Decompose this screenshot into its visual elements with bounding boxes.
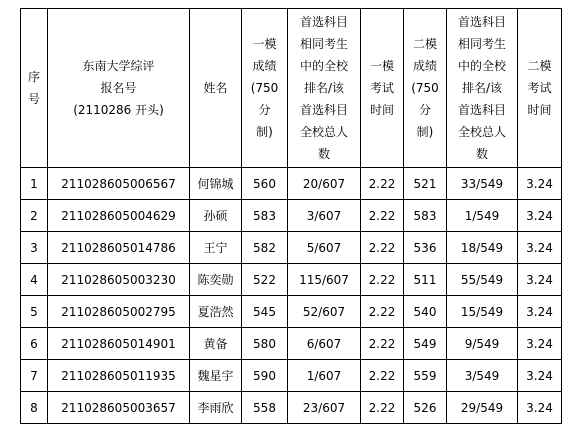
header-line: 排名/该 <box>303 81 345 95</box>
header-line: 分 <box>258 103 271 117</box>
mock1-rank-cell: 6/607 <box>288 328 361 360</box>
row-seq-cell: 1 <box>21 168 48 200</box>
mock1-rank-cell: 5/607 <box>288 232 361 264</box>
row-seq-cell: 4 <box>21 264 48 296</box>
header-line: 姓名 <box>203 81 228 95</box>
header-line: 数 <box>317 147 330 161</box>
header-line: 首选科目 <box>457 103 506 117</box>
mock2-time-cell: 3.24 <box>518 232 562 264</box>
reg-id-cell: 211028605006567 <box>48 168 190 200</box>
header-mock1-score <box>242 9 288 168</box>
reg-id-cell: 211028605003657 <box>48 392 190 424</box>
header-line: 相同考生 <box>299 37 348 51</box>
header-mock2-time <box>518 9 562 168</box>
header-line: 中的全校 <box>299 59 348 73</box>
row-seq-cell: 3 <box>21 232 48 264</box>
header-mock2-score <box>404 9 447 168</box>
header-line: 全校总人 <box>457 125 506 139</box>
reg-id-cell: 211028605004629 <box>48 200 190 232</box>
header-name <box>190 9 242 168</box>
mock1-rank-cell: 1/607 <box>288 360 361 392</box>
student-name-cell: 夏浩然 <box>190 296 242 328</box>
header-line: 中的全校 <box>457 59 506 73</box>
header-line: 二模 <box>527 59 552 73</box>
mock2-rank-cell: 9/549 <box>447 328 518 360</box>
header-line: 制) <box>256 125 273 139</box>
mock2-score-cell: 540 <box>404 296 447 328</box>
header-line: 制) <box>416 125 434 139</box>
student-name-cell: 陈奕勋 <box>190 264 242 296</box>
mock2-rank-cell: 18/549 <box>447 232 518 264</box>
header-line: 一模 <box>252 37 277 51</box>
mock2-score-cell: 559 <box>404 360 447 392</box>
mock1-score-cell: 560 <box>242 168 288 200</box>
table-row <box>21 328 562 360</box>
table-row <box>21 168 562 200</box>
header-seq <box>21 9 48 168</box>
header-line: 首选科目 <box>299 15 348 29</box>
mock2-time-cell: 3.24 <box>518 296 562 328</box>
mock1-score-cell: 583 <box>242 200 288 232</box>
header-line: 相同考生 <box>457 37 506 51</box>
mock2-time-cell: 3.24 <box>518 168 562 200</box>
header-line: (2110286 开头) <box>73 103 164 117</box>
mock2-time-cell: 3.24 <box>518 360 562 392</box>
mock2-rank-cell: 15/549 <box>447 296 518 328</box>
mock1-score-cell: 558 <box>242 392 288 424</box>
mock1-score-cell: 582 <box>242 232 288 264</box>
reg-id-cell: 211028605014901 <box>48 328 190 360</box>
header-line: 考试 <box>369 81 394 95</box>
mock2-score-cell: 521 <box>404 168 447 200</box>
mock2-rank-cell: 1/549 <box>447 200 518 232</box>
header-line: 东南大学综评 <box>82 59 155 73</box>
header-line: 首选科目 <box>299 103 348 117</box>
header-line: 排名/该 <box>461 81 503 95</box>
mock1-time-cell: 2.22 <box>361 168 404 200</box>
mock2-time-cell: 3.24 <box>518 200 562 232</box>
mock1-rank-cell: 20/607 <box>288 168 361 200</box>
mock1-time-cell: 2.22 <box>361 392 404 424</box>
table-row <box>21 200 562 232</box>
header-mock2-rank <box>447 9 518 168</box>
header-line: 数 <box>475 147 488 161</box>
mock1-time-cell: 2.22 <box>361 296 404 328</box>
header-line: 号 <box>27 92 40 106</box>
row-seq-cell: 6 <box>21 328 48 360</box>
student-name-cell: 王宁 <box>190 232 242 264</box>
header-line: 一模 <box>369 59 394 73</box>
mock2-time-cell: 3.24 <box>518 392 562 424</box>
student-name-cell: 何锦城 <box>190 168 242 200</box>
header-line: 分 <box>418 103 431 117</box>
mock2-rank-cell: 33/549 <box>447 168 518 200</box>
reg-id-cell: 211028605003230 <box>48 264 190 296</box>
header-line: 时间 <box>527 103 552 117</box>
table-row <box>21 360 562 392</box>
mock2-rank-cell: 29/549 <box>447 392 518 424</box>
mock2-time-cell: 3.24 <box>518 264 562 296</box>
reg-id-cell: 211028605011935 <box>48 360 190 392</box>
table-body <box>21 168 562 424</box>
row-seq-cell: 7 <box>21 360 48 392</box>
table-row <box>21 296 562 328</box>
reg-id-cell: 211028605002795 <box>48 296 190 328</box>
header-line: 时间 <box>369 103 394 117</box>
student-name-cell: 孙硕 <box>190 200 242 232</box>
mock1-rank-cell: 115/607 <box>288 264 361 296</box>
score-table-container <box>20 8 562 424</box>
row-seq-cell: 8 <box>21 392 48 424</box>
mock1-score-cell: 590 <box>242 360 288 392</box>
mock2-score-cell: 536 <box>404 232 447 264</box>
score-table <box>20 8 562 424</box>
student-name-cell: 黄备 <box>190 328 242 360</box>
header-line: 全校总人 <box>299 125 348 139</box>
header-mock1-rank <box>288 9 361 168</box>
header-row <box>21 9 562 168</box>
mock1-time-cell: 2.22 <box>361 264 404 296</box>
header-mock1-time <box>361 9 404 168</box>
student-name-cell: 魏星宇 <box>190 360 242 392</box>
mock2-rank-cell: 55/549 <box>447 264 518 296</box>
header-line: (750 <box>250 81 279 95</box>
mock2-time-cell: 3.24 <box>518 328 562 360</box>
header-line: (750 <box>411 81 439 95</box>
header-line: 考试 <box>527 81 552 95</box>
header-line: 首选科目 <box>457 15 506 29</box>
table-row <box>21 264 562 296</box>
mock1-time-cell: 2.22 <box>361 328 404 360</box>
mock2-rank-cell: 3/549 <box>447 360 518 392</box>
mock1-time-cell: 2.22 <box>361 232 404 264</box>
mock1-rank-cell: 3/607 <box>288 200 361 232</box>
header-line: 序 <box>27 70 40 84</box>
mock2-score-cell: 549 <box>404 328 447 360</box>
header-line: 报名号 <box>100 81 137 95</box>
mock2-score-cell: 583 <box>404 200 447 232</box>
mock1-rank-cell: 23/607 <box>288 392 361 424</box>
student-name-cell: 李雨欣 <box>190 392 242 424</box>
mock1-score-cell: 522 <box>242 264 288 296</box>
mock2-score-cell: 526 <box>404 392 447 424</box>
table-row <box>21 392 562 424</box>
mock1-rank-cell: 52/607 <box>288 296 361 328</box>
mock1-time-cell: 2.22 <box>361 200 404 232</box>
mock2-score-cell: 511 <box>404 264 447 296</box>
row-seq-cell: 5 <box>21 296 48 328</box>
header-line: 二模 <box>412 37 437 51</box>
header-reg-id <box>48 9 190 168</box>
reg-id-cell: 211028605014786 <box>48 232 190 264</box>
header-line: 成绩 <box>252 59 277 73</box>
row-seq-cell: 2 <box>21 200 48 232</box>
mock1-score-cell: 545 <box>242 296 288 328</box>
mock1-time-cell: 2.22 <box>361 360 404 392</box>
mock1-score-cell: 580 <box>242 328 288 360</box>
table-row <box>21 232 562 264</box>
header-line: 成绩 <box>412 59 437 73</box>
